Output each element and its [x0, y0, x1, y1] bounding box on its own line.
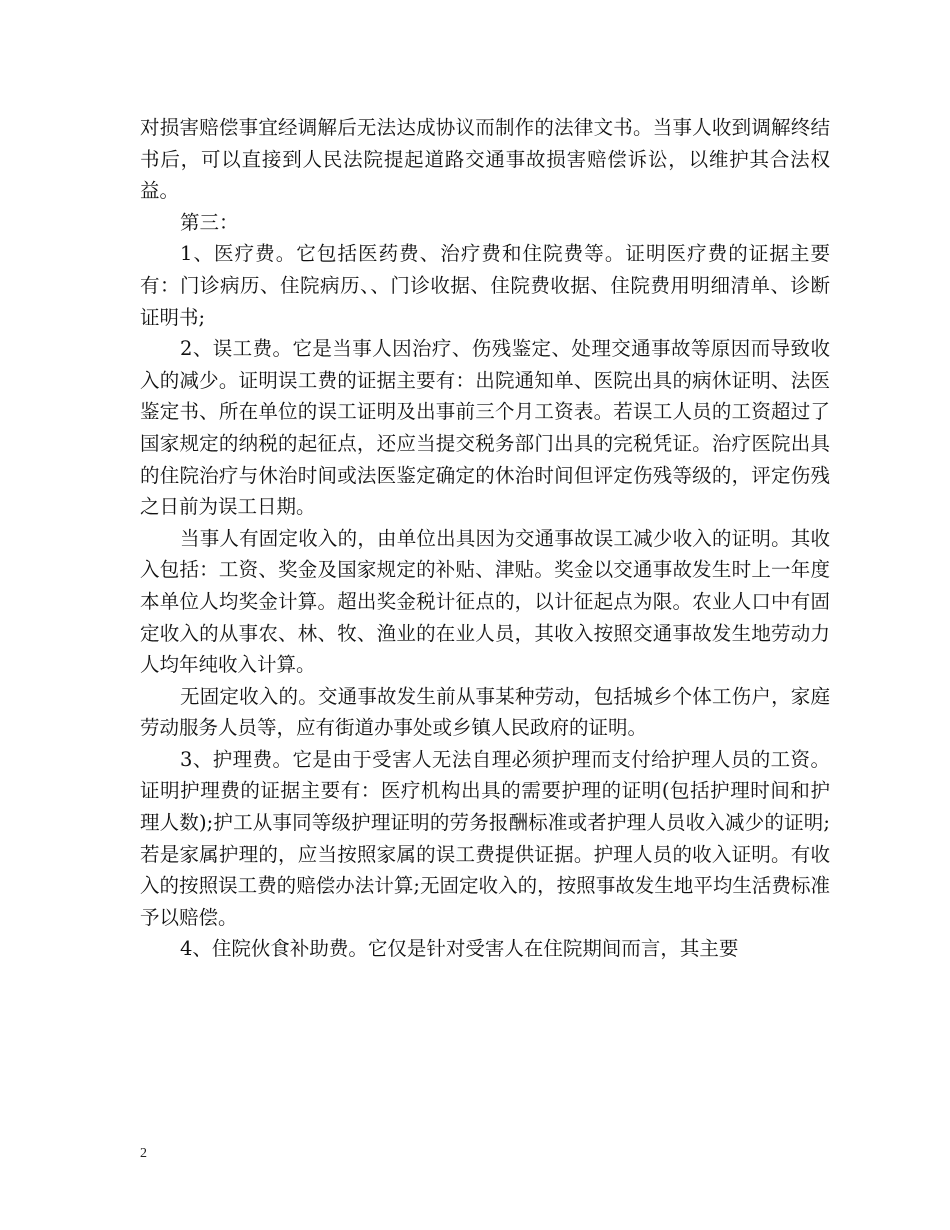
- document-body: [140, 112, 830, 965]
- paragraph-8-meal-subsidy: 4、住院伙食补助费。它仅是针对受害人在住院期间而言，其主要: [180, 937, 739, 961]
- page-number: 2: [140, 1146, 147, 1161]
- paragraph-1: 对损害赔偿事宜经调解后无法达成协议而制作的法律文书。当事人收到调解终结书后，可以直接到人民法院提起道路交通事故损害赔偿诉讼，以维护其合法权益。: [140, 116, 830, 203]
- paragraph-5-fixed-income: 当事人有固定收入的，由单位出具因为交通事故误工减少收入的证明。其收入包括：工资、奖金及国家规定的补贴、津贴。奖金以交通事故发生时上一年度本单位人均奖金计算。超出奖金税计征点的，以计征起点为限。农业人口中有固定收入的从事农、林、牧、渔业的在业人员，其收入按照交通事故发生地劳动力人均年纯收入计算。: [140, 526, 830, 677]
- paragraph-4-lost-wages: 2、误工费。它是当事人因治疗、伤残鉴定、处理交通事故等原因而导致收入的减少。证明误工费的证据主要有：出院通知单、医院出具的病休证明、法医鉴定书、所在单位的误工证明及出事前三个月工资表。若误工人员的工资超过了国家规定的纳税的起征点，还应当提交税务部门出具的完税凭证。治疗医院出具的住院治疗与休治时间或法医鉴定确定的休治时间但评定伤残等级的，评定伤残之日前为误工日期。: [140, 337, 830, 519]
- paragraph-2-section-heading: 第三：: [180, 210, 239, 234]
- paragraph-6-no-fixed-income: 无固定收入的。交通事故发生前从事某种劳动，包括城乡个体工伤户，家庭劳动服务人员等，应有街道办事处或乡镇人民政府的证明。: [140, 684, 830, 740]
- paragraph-7-nursing-fees: 3、护理费。它是由于受害人无法自理必须护理而支付给护理人员的工资。证明护理费的证据主要有：医疗机构出具的需要护理的证明(包括护理时间和护理人数);护工从事同等级护理证明的劳务报酬标准或者护理人员收入减少的证明;若是家属护理的，应当按照家属的误工费提供证据。护理人员的收入证明。有收入的按照误工费的赔偿办法计算;无固定收入的，按照事故发生地平均生活费标准予以赔偿。: [140, 747, 830, 929]
- paragraph-3-medical-fees: 1、医疗费。它包括医药费、治疗费和住院费等。证明医疗费的证据主要有：门诊病历、住院病历、、门诊收据、住院费收据、住院费用明细清单、诊断证明书;: [140, 242, 830, 329]
